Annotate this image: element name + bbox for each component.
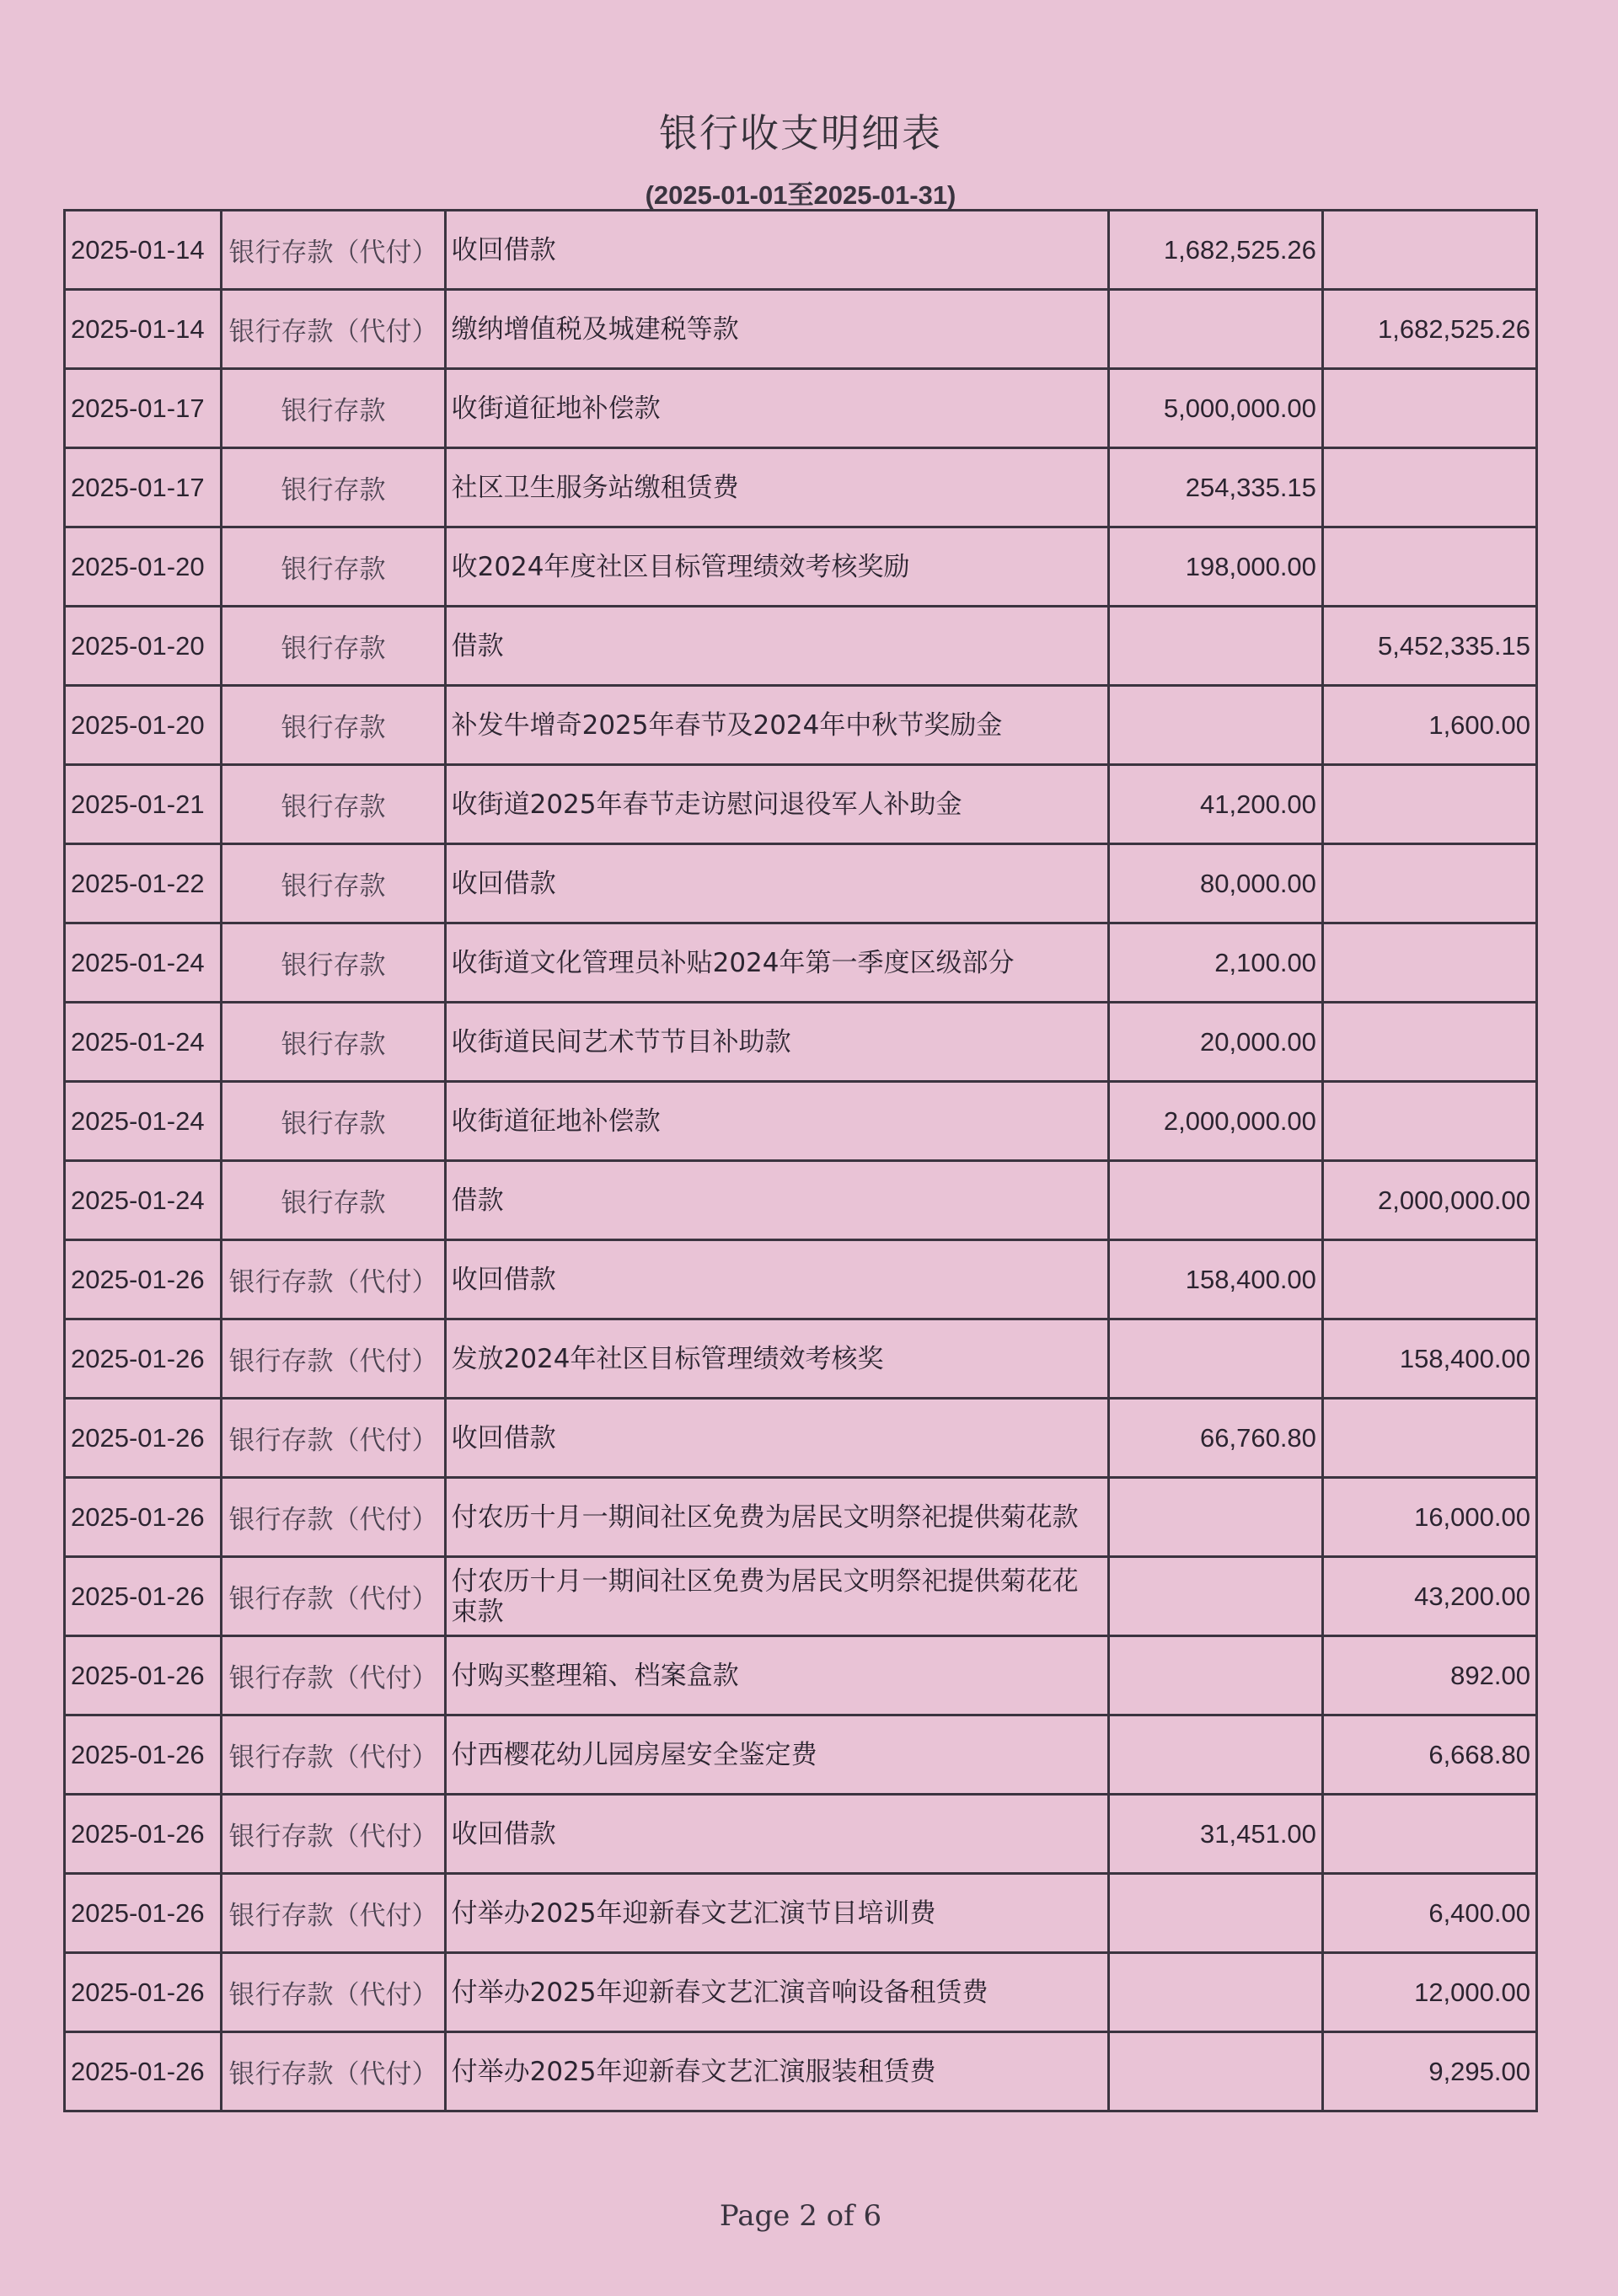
income-cell [1108, 1636, 1322, 1715]
account-cell: 银行存款（代付） [222, 1795, 445, 1874]
table-row [65, 1319, 1537, 1399]
expense-cell: 9,295.00 [1322, 2032, 1536, 2111]
account-cell: 银行存款（代付） [222, 1636, 445, 1715]
description-cell: 付西樱花幼儿园房屋安全鉴定费 [445, 1715, 1108, 1795]
date-cell: 2025-01-26 [65, 1399, 222, 1478]
table-row [65, 1557, 1537, 1636]
table-row [65, 448, 1537, 527]
document-title: 银行收支明细表 [659, 110, 942, 156]
expense-cell: 892.00 [1322, 1636, 1536, 1715]
table-row [65, 1082, 1537, 1161]
account-cell: 银行存款（代付） [222, 290, 445, 369]
expense-cell [1322, 211, 1536, 290]
description-cell: 缴纳增值税及城建税等款 [445, 290, 1108, 369]
account-cell: 银行存款 [222, 1082, 445, 1161]
expense-cell [1322, 1399, 1536, 1478]
income-cell [1108, 1161, 1322, 1240]
income-cell: 2,100.00 [1108, 923, 1322, 1003]
expense-cell: 1,600.00 [1322, 686, 1536, 765]
ledger-body [65, 211, 1537, 2111]
date-cell: 2025-01-14 [65, 211, 222, 290]
table-row [65, 1636, 1537, 1715]
income-cell: 31,451.00 [1108, 1795, 1322, 1874]
expense-cell: 2,000,000.00 [1322, 1161, 1536, 1240]
table-row [65, 1874, 1537, 1953]
income-cell [1108, 1319, 1322, 1399]
account-cell: 银行存款 [222, 923, 445, 1003]
date-cell: 2025-01-26 [65, 1953, 222, 2032]
expense-cell [1322, 1240, 1536, 1319]
description-cell: 收回借款 [445, 1399, 1108, 1478]
description-cell: 收街道征地补偿款 [445, 1082, 1108, 1161]
date-cell: 2025-01-26 [65, 1557, 222, 1636]
description-cell: 补发牛增奇2025年春节及2024年中秋节奖励金 [445, 686, 1108, 765]
description-cell: 付举办2025年迎新春文艺汇演节目培训费 [445, 1874, 1108, 1953]
expense-cell [1322, 527, 1536, 607]
date-cell: 2025-01-26 [65, 1874, 222, 1953]
table-row [65, 2032, 1537, 2111]
expense-cell [1322, 369, 1536, 448]
date-cell: 2025-01-24 [65, 923, 222, 1003]
income-cell [1108, 1953, 1322, 2032]
date-cell: 2025-01-20 [65, 527, 222, 607]
expense-cell [1322, 1795, 1536, 1874]
expense-cell: 6,400.00 [1322, 1874, 1536, 1953]
income-cell [1108, 1874, 1322, 1953]
page-footer: Page 2 of 6 [719, 2199, 882, 2233]
account-cell: 银行存款（代付） [222, 1478, 445, 1557]
table-row [65, 1399, 1537, 1478]
description-cell: 付购买整理箱、档案盒款 [445, 1636, 1108, 1715]
date-cell: 2025-01-26 [65, 1715, 222, 1795]
expense-cell [1322, 923, 1536, 1003]
description-cell: 收回借款 [445, 211, 1108, 290]
account-cell: 银行存款 [222, 607, 445, 686]
description-cell: 借款 [445, 607, 1108, 686]
income-cell [1108, 2032, 1322, 2111]
income-cell: 41,200.00 [1108, 765, 1322, 844]
account-cell: 银行存款（代付） [222, 2032, 445, 2111]
date-cell: 2025-01-17 [65, 369, 222, 448]
income-cell: 80,000.00 [1108, 844, 1322, 923]
description-cell: 收2024年度社区目标管理绩效考核奖励 [445, 527, 1108, 607]
account-cell: 银行存款（代付） [222, 1874, 445, 1953]
table-row [65, 1478, 1537, 1557]
expense-cell: 12,000.00 [1322, 1953, 1536, 2032]
account-cell: 银行存款 [222, 527, 445, 607]
income-cell [1108, 290, 1322, 369]
income-cell [1108, 607, 1322, 686]
account-cell: 银行存款 [222, 369, 445, 448]
table-row [65, 211, 1537, 290]
income-cell [1108, 1557, 1322, 1636]
account-cell: 银行存款（代付） [222, 1953, 445, 2032]
account-cell: 银行存款（代付） [222, 1557, 445, 1636]
income-cell: 1,682,525.26 [1108, 211, 1322, 290]
description-cell: 收街道民间艺术节节目补助款 [445, 1003, 1108, 1082]
account-cell: 银行存款 [222, 1161, 445, 1240]
account-cell: 银行存款（代付） [222, 1399, 445, 1478]
date-cell: 2025-01-26 [65, 1240, 222, 1319]
description-cell: 社区卫生服务站缴租赁费 [445, 448, 1108, 527]
income-cell: 20,000.00 [1108, 1003, 1322, 1082]
income-cell [1108, 1715, 1322, 1795]
expense-cell [1322, 1082, 1536, 1161]
date-cell: 2025-01-24 [65, 1003, 222, 1082]
date-cell: 2025-01-22 [65, 844, 222, 923]
description-cell: 收街道征地补偿款 [445, 369, 1108, 448]
account-cell: 银行存款（代付） [222, 1319, 445, 1399]
description-cell: 发放2024年社区目标管理绩效考核奖 [445, 1319, 1108, 1399]
expense-cell [1322, 765, 1536, 844]
table-row [65, 765, 1537, 844]
table-row [65, 527, 1537, 607]
income-cell [1108, 686, 1322, 765]
description-cell: 付举办2025年迎新春文艺汇演音响设备租赁费 [445, 1953, 1108, 2032]
expense-cell: 16,000.00 [1322, 1478, 1536, 1557]
income-cell: 5,000,000.00 [1108, 369, 1322, 448]
account-cell: 银行存款 [222, 1003, 445, 1082]
expense-cell [1322, 448, 1536, 527]
date-cell: 2025-01-20 [65, 607, 222, 686]
date-cell: 2025-01-24 [65, 1082, 222, 1161]
date-cell: 2025-01-26 [65, 1319, 222, 1399]
ledger-table [63, 209, 1538, 2112]
description-cell: 收街道2025年春节走访慰问退役军人补助金 [445, 765, 1108, 844]
description-cell: 付农历十月一期间社区免费为居民文明祭祀提供菊花款 [445, 1478, 1108, 1557]
income-cell: 198,000.00 [1108, 527, 1322, 607]
account-cell: 银行存款（代付） [222, 1715, 445, 1795]
description-cell: 收回借款 [445, 1240, 1108, 1319]
description-cell: 收回借款 [445, 844, 1108, 923]
income-cell: 254,335.15 [1108, 448, 1322, 527]
income-cell [1108, 1478, 1322, 1557]
income-cell: 2,000,000.00 [1108, 1082, 1322, 1161]
expense-cell: 6,668.80 [1322, 1715, 1536, 1795]
expense-cell: 1,682,525.26 [1322, 290, 1536, 369]
description-cell: 收街道文化管理员补贴2024年第一季度区级部分 [445, 923, 1108, 1003]
date-cell: 2025-01-21 [65, 765, 222, 844]
income-cell: 66,760.80 [1108, 1399, 1322, 1478]
table-row [65, 290, 1537, 369]
account-cell: 银行存款 [222, 448, 445, 527]
expense-cell [1322, 844, 1536, 923]
table-row [65, 607, 1537, 686]
expense-cell: 43,200.00 [1322, 1557, 1536, 1636]
table-row [65, 923, 1537, 1003]
table-row [65, 1003, 1537, 1082]
account-cell: 银行存款（代付） [222, 211, 445, 290]
date-cell: 2025-01-26 [65, 1478, 222, 1557]
table-row [65, 369, 1537, 448]
account-cell: 银行存款 [222, 686, 445, 765]
date-cell: 2025-01-17 [65, 448, 222, 527]
income-cell: 158,400.00 [1108, 1240, 1322, 1319]
date-cell: 2025-01-20 [65, 686, 222, 765]
date-cell: 2025-01-26 [65, 2032, 222, 2111]
table-row [65, 844, 1537, 923]
expense-cell: 5,452,335.15 [1322, 607, 1536, 686]
date-cell: 2025-01-26 [65, 1636, 222, 1715]
date-cell: 2025-01-24 [65, 1161, 222, 1240]
table-row [65, 1953, 1537, 2032]
description-cell: 借款 [445, 1161, 1108, 1240]
expense-cell: 158,400.00 [1322, 1319, 1536, 1399]
table-row [65, 1795, 1537, 1874]
table-row [65, 1715, 1537, 1795]
date-cell: 2025-01-14 [65, 290, 222, 369]
expense-cell [1322, 1003, 1536, 1082]
account-cell: 银行存款（代付） [222, 1240, 445, 1319]
description-cell: 付农历十月一期间社区免费为居民文明祭祀提供菊花花束款 [445, 1557, 1108, 1636]
table-row [65, 1161, 1537, 1240]
date-cell: 2025-01-26 [65, 1795, 222, 1874]
document-period: (2025-01-01至2025-01-31) [645, 180, 956, 210]
table-row [65, 1240, 1537, 1319]
account-cell: 银行存款 [222, 844, 445, 923]
description-cell: 付举办2025年迎新春文艺汇演服装租赁费 [445, 2032, 1108, 2111]
description-cell: 收回借款 [445, 1795, 1108, 1874]
table-row [65, 686, 1537, 765]
account-cell: 银行存款 [222, 765, 445, 844]
